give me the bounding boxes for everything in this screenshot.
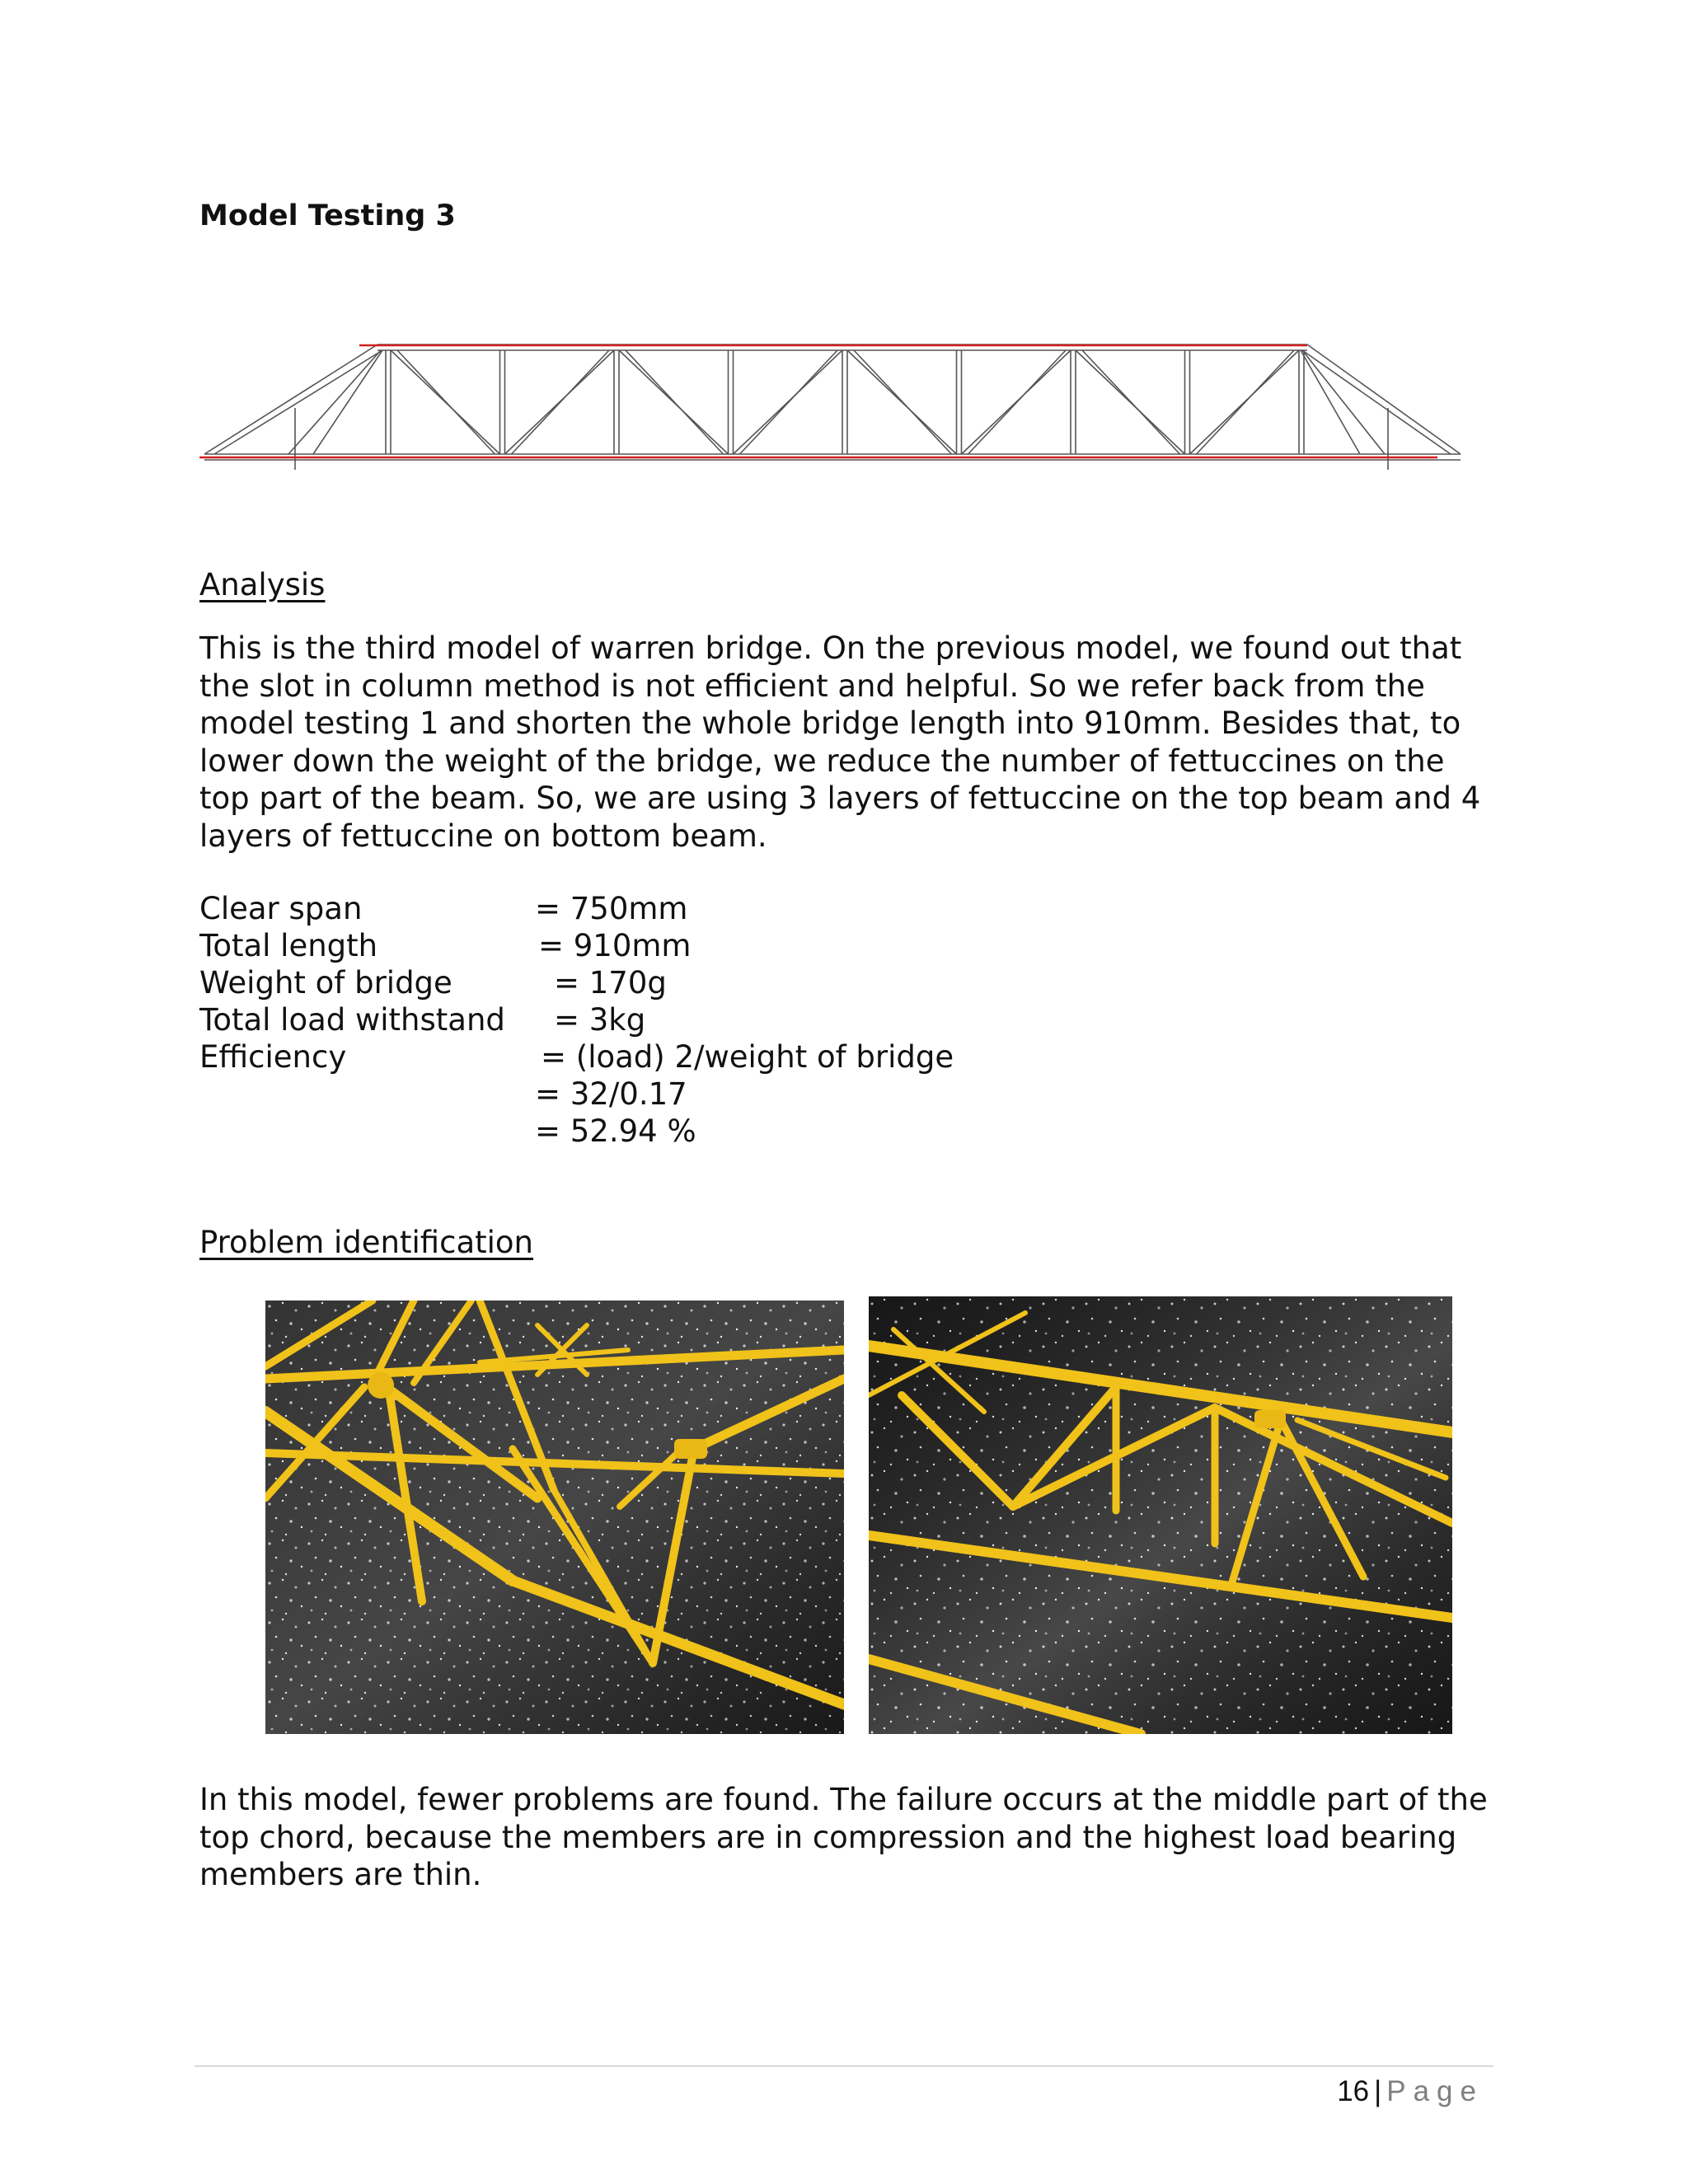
spec-value: = 32/0.17 <box>535 1076 687 1112</box>
page-number: 16 <box>1337 2075 1370 2107</box>
failure-photo-right <box>869 1296 1452 1734</box>
page-footer <box>1337 2075 1484 2108</box>
truss-diagram <box>198 326 1467 482</box>
spec-value: = 170g <box>554 965 667 1001</box>
analysis-heading: Analysis <box>199 567 326 602</box>
footer-separator: | <box>1374 2075 1382 2107</box>
spec-label: Total length <box>199 928 378 963</box>
spec-value: = 52.94 % <box>535 1113 696 1149</box>
spec-value: = (load) 2/weight of bridge <box>541 1039 954 1075</box>
spec-value: = 910mm <box>538 928 692 963</box>
spec-value: = 3kg <box>554 1002 646 1038</box>
spec-list <box>199 890 954 1150</box>
analysis-paragraph: This is the third model of warren bridge. On the previous model, we found out that the slot in column method is not efficient and helpful. So we refer back from the model testing 1 and shorten the whole bridge length into 910mm. Besides that, to lower down the weight of the bridge, we reduce the number of fettuccines on the top part of the beam. So, we are using 3 layers of fettuccine on the top beam and 4 layers of fettuccine on bottom beam. <box>199 630 1481 854</box>
spec-label: Weight of bridge <box>199 965 452 1001</box>
spec-row <box>199 1113 696 1150</box>
spec-label: Clear span <box>199 891 363 926</box>
failure-photo-left <box>265 1301 844 1734</box>
spec-value: = 750mm <box>535 891 688 926</box>
footer-divider <box>195 2065 1493 2067</box>
page-title: Model Testing 3 <box>199 199 456 232</box>
spec-row <box>199 964 667 1001</box>
problem-heading: Problem identification <box>199 1225 533 1260</box>
spec-label: Efficiency <box>199 1039 347 1075</box>
spec-row <box>199 927 692 964</box>
spec-row <box>199 1076 687 1113</box>
spec-row <box>199 1038 954 1076</box>
spec-row <box>199 1001 646 1038</box>
spec-label: Total load withstand <box>199 1002 505 1038</box>
page-label: Page <box>1386 2075 1484 2107</box>
spec-row <box>199 890 688 927</box>
problem-paragraph: In this model, fewer problems are found. The failure occurs at the middle part of the top chord, because the members are in compression and the highest load bearing members are thin. <box>199 1782 1488 1892</box>
